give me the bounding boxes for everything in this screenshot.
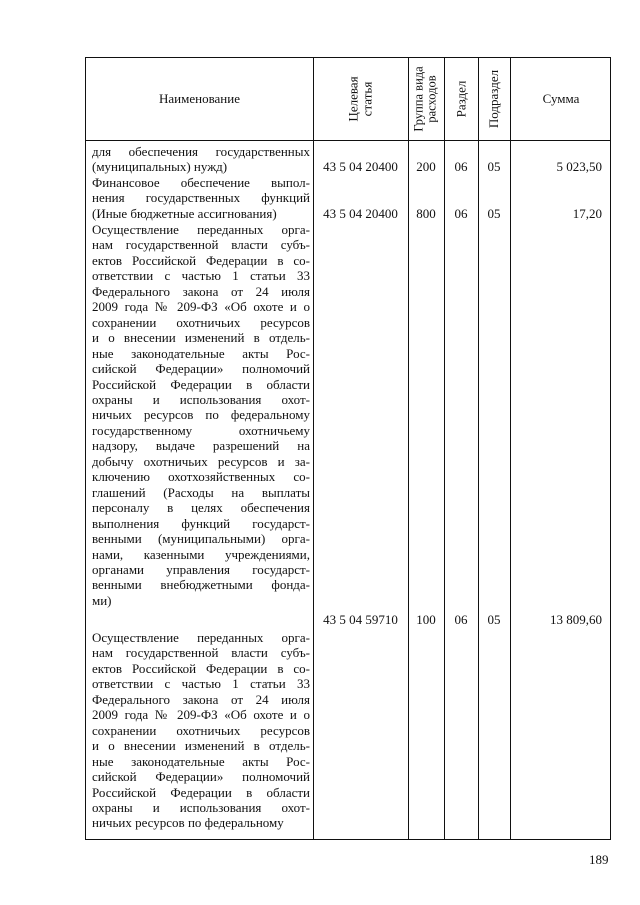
name-line: надзору, выдаче разрешений на bbox=[92, 438, 310, 454]
name-line: нам государственной власти субъ- bbox=[92, 645, 310, 661]
name-line: нам государственной власти субъ- bbox=[92, 237, 310, 253]
name-line: сийской Федерации» полномочий bbox=[92, 361, 310, 377]
name-line: Российской Федерации в области bbox=[92, 376, 310, 392]
name-line: ничьих ресурсов по федеральному bbox=[92, 815, 284, 831]
column-divider bbox=[510, 58, 511, 839]
header-amount bbox=[510, 58, 612, 140]
name-line: добычу охотничьих ресурсов и за- bbox=[92, 453, 310, 469]
name-line: и о внесении изменений в отдель- bbox=[92, 330, 310, 346]
name-line: Осуществление переданных орга- bbox=[92, 222, 310, 237]
name-line: сохранении охотничьих ресурсов bbox=[92, 314, 310, 330]
page-number: 189 bbox=[589, 852, 609, 867]
name-line: ничьих ресурсов по федеральному bbox=[92, 407, 310, 423]
row-target: 43 5 04 20400 bbox=[323, 159, 398, 174]
name-line: выполнения функций государст- bbox=[92, 515, 310, 531]
name-line: ектов Российской Федерации в со- bbox=[92, 252, 310, 268]
row-section: 06 bbox=[454, 612, 468, 627]
name-line: Осуществление переданных орга- bbox=[92, 630, 310, 645]
row-subsection: 05 bbox=[487, 612, 501, 627]
name-line: (Иные бюджетные ассигнования) bbox=[92, 205, 277, 221]
header-expense-group-label: Группа вида расходов bbox=[412, 66, 440, 132]
row-section: 06 bbox=[454, 159, 468, 174]
name-line: Финансовое обеспечение выпол- bbox=[92, 175, 310, 190]
header-subsection bbox=[478, 58, 510, 140]
name-line: 2009 года № 209-ФЗ «Об охоте и о bbox=[92, 707, 310, 723]
name-line: Российской Федерации в области bbox=[92, 784, 310, 800]
name-line: глашений (Расходы на выплаты bbox=[92, 484, 310, 500]
table-row-name bbox=[92, 175, 310, 221]
header-target-label: Целевая статья bbox=[345, 76, 375, 122]
name-line: охраны и использования охот- bbox=[92, 391, 310, 407]
column-divider bbox=[408, 58, 409, 839]
name-line: нами, казенными учреждениями, bbox=[92, 546, 310, 562]
row-subsection: 05 bbox=[487, 159, 501, 174]
name-line: (муниципальных) нужд) bbox=[92, 159, 228, 175]
header-subsection-label: Подраздел bbox=[486, 69, 502, 129]
name-line: ответствии с частью 1 статьи 33 bbox=[92, 268, 310, 284]
name-line: ные законодательные акты Рос- bbox=[92, 753, 310, 769]
name-line: органами управления государст- bbox=[92, 561, 310, 577]
row-group: 200 bbox=[416, 159, 436, 174]
row-amount: 17,20 bbox=[572, 206, 602, 221]
name-line: сохранении охотничьих ресурсов bbox=[92, 722, 310, 738]
column-divider bbox=[313, 58, 314, 839]
row-amount: 5 023,50 bbox=[556, 159, 602, 174]
budget-table bbox=[85, 57, 611, 840]
header-name bbox=[86, 58, 313, 140]
name-line: сийской Федерации» полномочий bbox=[92, 769, 310, 785]
name-line: нения государственных функций bbox=[92, 190, 310, 206]
row-target: 43 5 04 59710 bbox=[323, 612, 398, 627]
table-row-name bbox=[92, 144, 310, 175]
name-line: ключению охотхозяйственных со- bbox=[92, 469, 310, 485]
name-line: 2009 года № 209-ФЗ «Об охоте и о bbox=[92, 299, 310, 315]
header-expense-group bbox=[408, 58, 444, 140]
name-line: государственному охотничьему bbox=[92, 422, 310, 438]
name-line: венными внебюджетными фонда- bbox=[92, 577, 310, 593]
row-subsection: 05 bbox=[487, 206, 501, 221]
name-line: ектов Российской Федерации в со- bbox=[92, 660, 310, 676]
name-line: венными (муниципальными) орга- bbox=[92, 531, 310, 547]
header-divider bbox=[86, 140, 610, 141]
column-divider bbox=[478, 58, 479, 839]
column-divider bbox=[444, 58, 445, 839]
table-row-name bbox=[92, 222, 310, 608]
table-row-name bbox=[92, 630, 310, 831]
row-group: 100 bbox=[416, 612, 436, 627]
row-section: 06 bbox=[454, 206, 468, 221]
row-amount: 13 809,60 bbox=[550, 612, 602, 627]
header-amount-label: Сумма bbox=[542, 91, 580, 106]
name-line: для обеспечения государственных bbox=[92, 144, 310, 159]
name-line: ми) bbox=[92, 592, 112, 608]
header-section-label: Раздел bbox=[453, 80, 468, 118]
name-line: ответствии с частью 1 статьи 33 bbox=[92, 676, 310, 692]
name-line: персоналу в целях обеспечения bbox=[92, 500, 310, 516]
header-section bbox=[444, 58, 478, 140]
row-group: 800 bbox=[416, 206, 436, 221]
name-line: Федерального закона от 24 июля bbox=[92, 283, 310, 299]
header-name-label: Наименование bbox=[159, 91, 240, 106]
name-line: и о внесении изменений в отдель- bbox=[92, 738, 310, 754]
name-line: охраны и использования охот- bbox=[92, 799, 310, 815]
header-target bbox=[313, 58, 408, 140]
row-target: 43 5 04 20400 bbox=[323, 206, 398, 221]
name-line: Федерального закона от 24 июля bbox=[92, 691, 310, 707]
name-line: ные законодательные акты Рос- bbox=[92, 345, 310, 361]
